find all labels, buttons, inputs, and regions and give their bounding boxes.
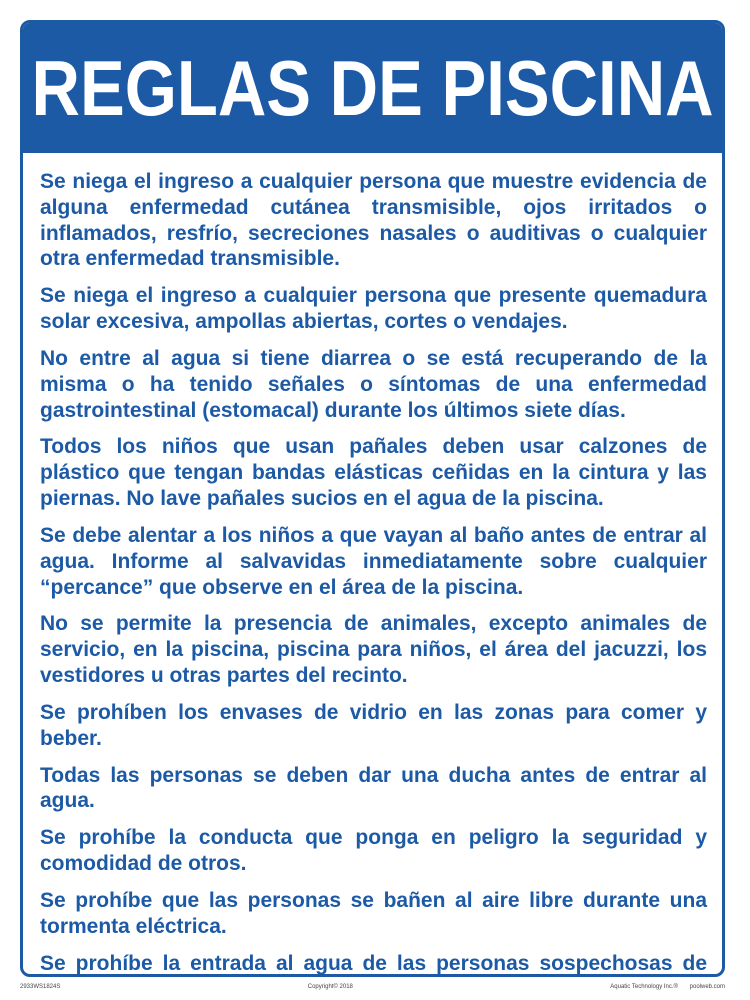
rule-item: Todas las personas se deben dar una ducha antes de entrar al agua. bbox=[40, 763, 707, 813]
rule-item: No entre al agua si tiene diarrea o se está recuperando de la misma o ha tenido señales o síntomas de una enfermedad gastrointestinal (estomacal) durante los últimos siete días. bbox=[40, 346, 707, 422]
rule-item: Se prohíbe que las personas se bañen al aire libre durante una tormenta eléctrica. bbox=[40, 888, 707, 938]
rule-item: Se niega el ingreso a cualquier persona que muestre evidencia de alguna enfermedad cutánea transmisible, ojos irritados o inflamados, resfrío, secreciones nasales o auditivas o cualquier otra enfermedad transmisible. bbox=[40, 170, 707, 271]
sign-footer bbox=[20, 984, 725, 990]
pool-rules-sign bbox=[20, 20, 725, 977]
website-text: poolweb.com bbox=[689, 984, 725, 990]
rule-item: No se permite la presencia de animales, excepto animales de servicio, en la piscina, piscina para niños, el área del jacuzzi, los vestidores u otras partes del recinto. bbox=[40, 612, 707, 688]
copyright-text: Copyright© 2018 bbox=[307, 984, 353, 990]
rule-item: Se niega el ingreso a cualquier persona que presente quemadura solar excesiva, ampollas abiertas, cortes o vendajes. bbox=[40, 284, 707, 334]
rule-item: Todos los niños que usan pañales deben usar calzones de plástico que tengan bandas elásticas ceñidas en la cintura y las piernas. No lave pañales sucios en el agua de la piscina. bbox=[40, 435, 707, 511]
rule-item: Se prohíbe la entrada al agua de las personas sospechosas de bbox=[40, 951, 707, 975]
rule-item: Se prohíbe la conducta que ponga en peligro la seguridad y comodidad de otros. bbox=[40, 826, 707, 876]
sign-header bbox=[23, 23, 722, 153]
rule-item: Se debe alentar a los niños a que vayan al baño antes de entrar al agua. Informe al salvavidas inmediatamente sobre cualquier “percance” que observe en el área de la piscina. bbox=[40, 523, 707, 599]
product-code: 2933WS1824S bbox=[20, 984, 61, 990]
rules-list bbox=[23, 153, 722, 977]
rule-item: Se prohíben los envases de vidrio en las zonas para comer y beber. bbox=[40, 700, 707, 750]
company-name: Aquatic Technology Inc.® bbox=[610, 984, 678, 990]
sign-title: REGLAS DE PISCINA bbox=[31, 44, 714, 132]
company-info bbox=[600, 984, 725, 990]
